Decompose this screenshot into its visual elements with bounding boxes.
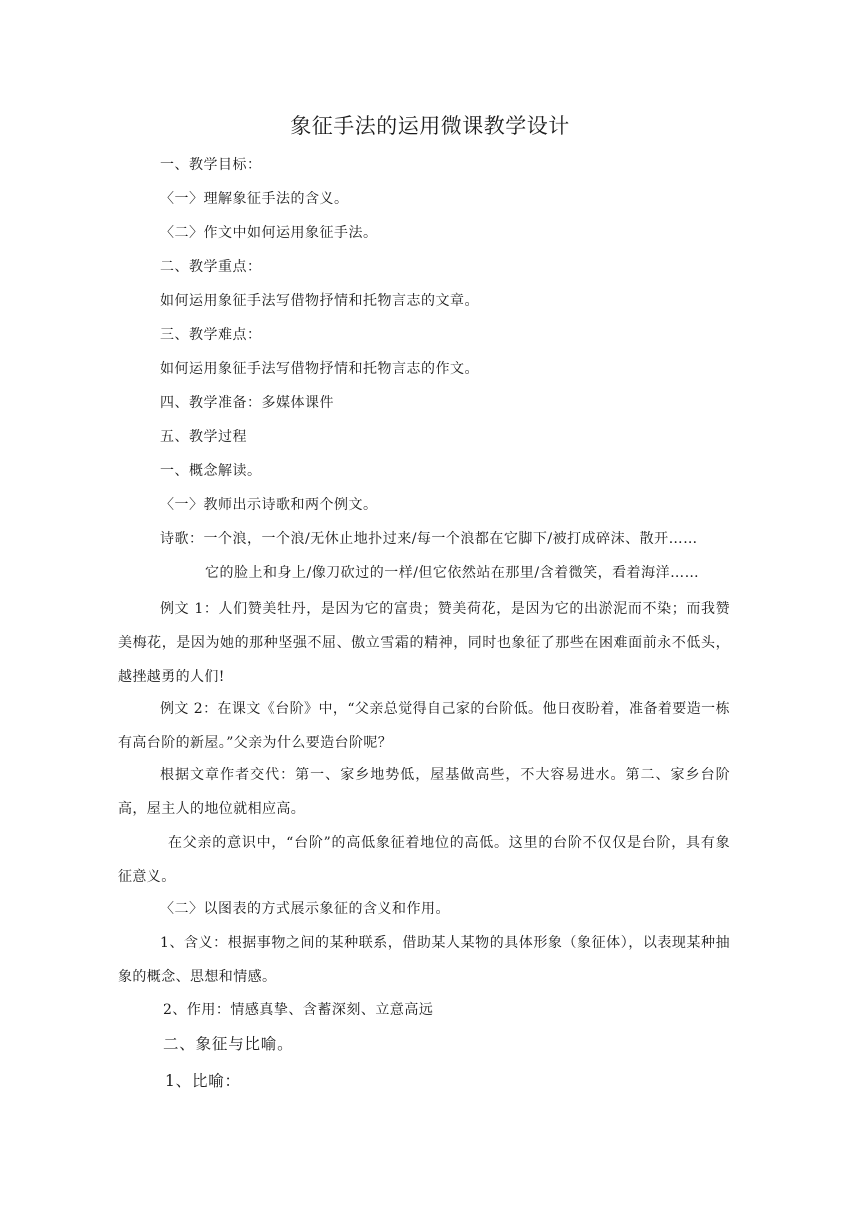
poem-line-2: 它的脸上和身上/像刀砍过的一样/但它依然站在那里/含着微笑，看着海洋…… <box>205 565 700 581</box>
step-1-heading: 一、概念解读。 <box>160 463 262 479</box>
prep-line: 四、教学准备：多媒体课件 <box>160 395 334 411</box>
document-title: 象征手法的运用微课教学设计 <box>290 114 570 138</box>
usage-line: 2、作用：情感真挚、含蓄深刻、立意高远 <box>163 1002 434 1018</box>
difficulty-text: 如何运用象征手法写借物抒情和托物言志的作文。 <box>160 361 479 377</box>
key-heading: 二、教学重点： <box>160 259 262 275</box>
difficulty-heading: 三、教学难点： <box>160 327 262 343</box>
step-1-subheading: 〈一〉教师出示诗歌和两个例文。 <box>160 497 378 513</box>
goals-heading: 一、教学目标： <box>160 157 262 173</box>
goal-1: 〈一〉理解象征手法的含义。 <box>160 191 349 207</box>
section-2-heading: 二、象征与比喻。 <box>163 1035 294 1053</box>
example-1-paragraph: 例文 1：人们赞美牡丹，是因为它的富贵；赞美荷花，是因为它的出淤泥而不染；而我赞美梅花，是因为她的那种坚强不屈、傲立雪霜的精神，同时也象征了那些在困难面前永不低头，越挫越勇的人们! <box>118 601 730 685</box>
meaning-paragraph: 1、含义：根据事物之间的某种联系，借助某人某物的具体形象（象征体），以表现某种抽象的概念、思想和情感。 <box>118 935 730 985</box>
example-2-paragraph: 例文 2：在课文《台阶》中，“父亲总觉得自己家的台阶低。他日夜盼着，准备着要造一栋有高台阶的新屋。”父亲为什么要造台阶呢？ <box>118 701 730 751</box>
metaphor-heading: 1、比喻： <box>165 1072 241 1090</box>
goal-2: 〈二〉作文中如何运用象征手法。 <box>160 225 378 241</box>
key-text: 如何运用象征手法写借物抒情和托物言志的文章。 <box>160 293 479 309</box>
father-note-paragraph: 在父亲的意识中，“台阶”的高低象征着地位的高低。这里的台阶不仅仅是台阶，具有象征意义。 <box>118 835 730 885</box>
process-heading: 五、教学过程 <box>160 429 247 445</box>
poem-line-1: 诗歌：一个浪，一个浪/无休止地扑过来/每一个浪都在它脚下/被打成碎沫、散开…… <box>160 531 698 547</box>
chart-intro-line: 〈二〉以图表的方式展示象征的含义和作用。 <box>160 901 450 917</box>
author-note-paragraph: 根据文章作者交代：第一、家乡地势低，屋基做高些，不大容易进水。第二、家乡台阶高，屋主人的地位就相应高。 <box>118 767 730 817</box>
